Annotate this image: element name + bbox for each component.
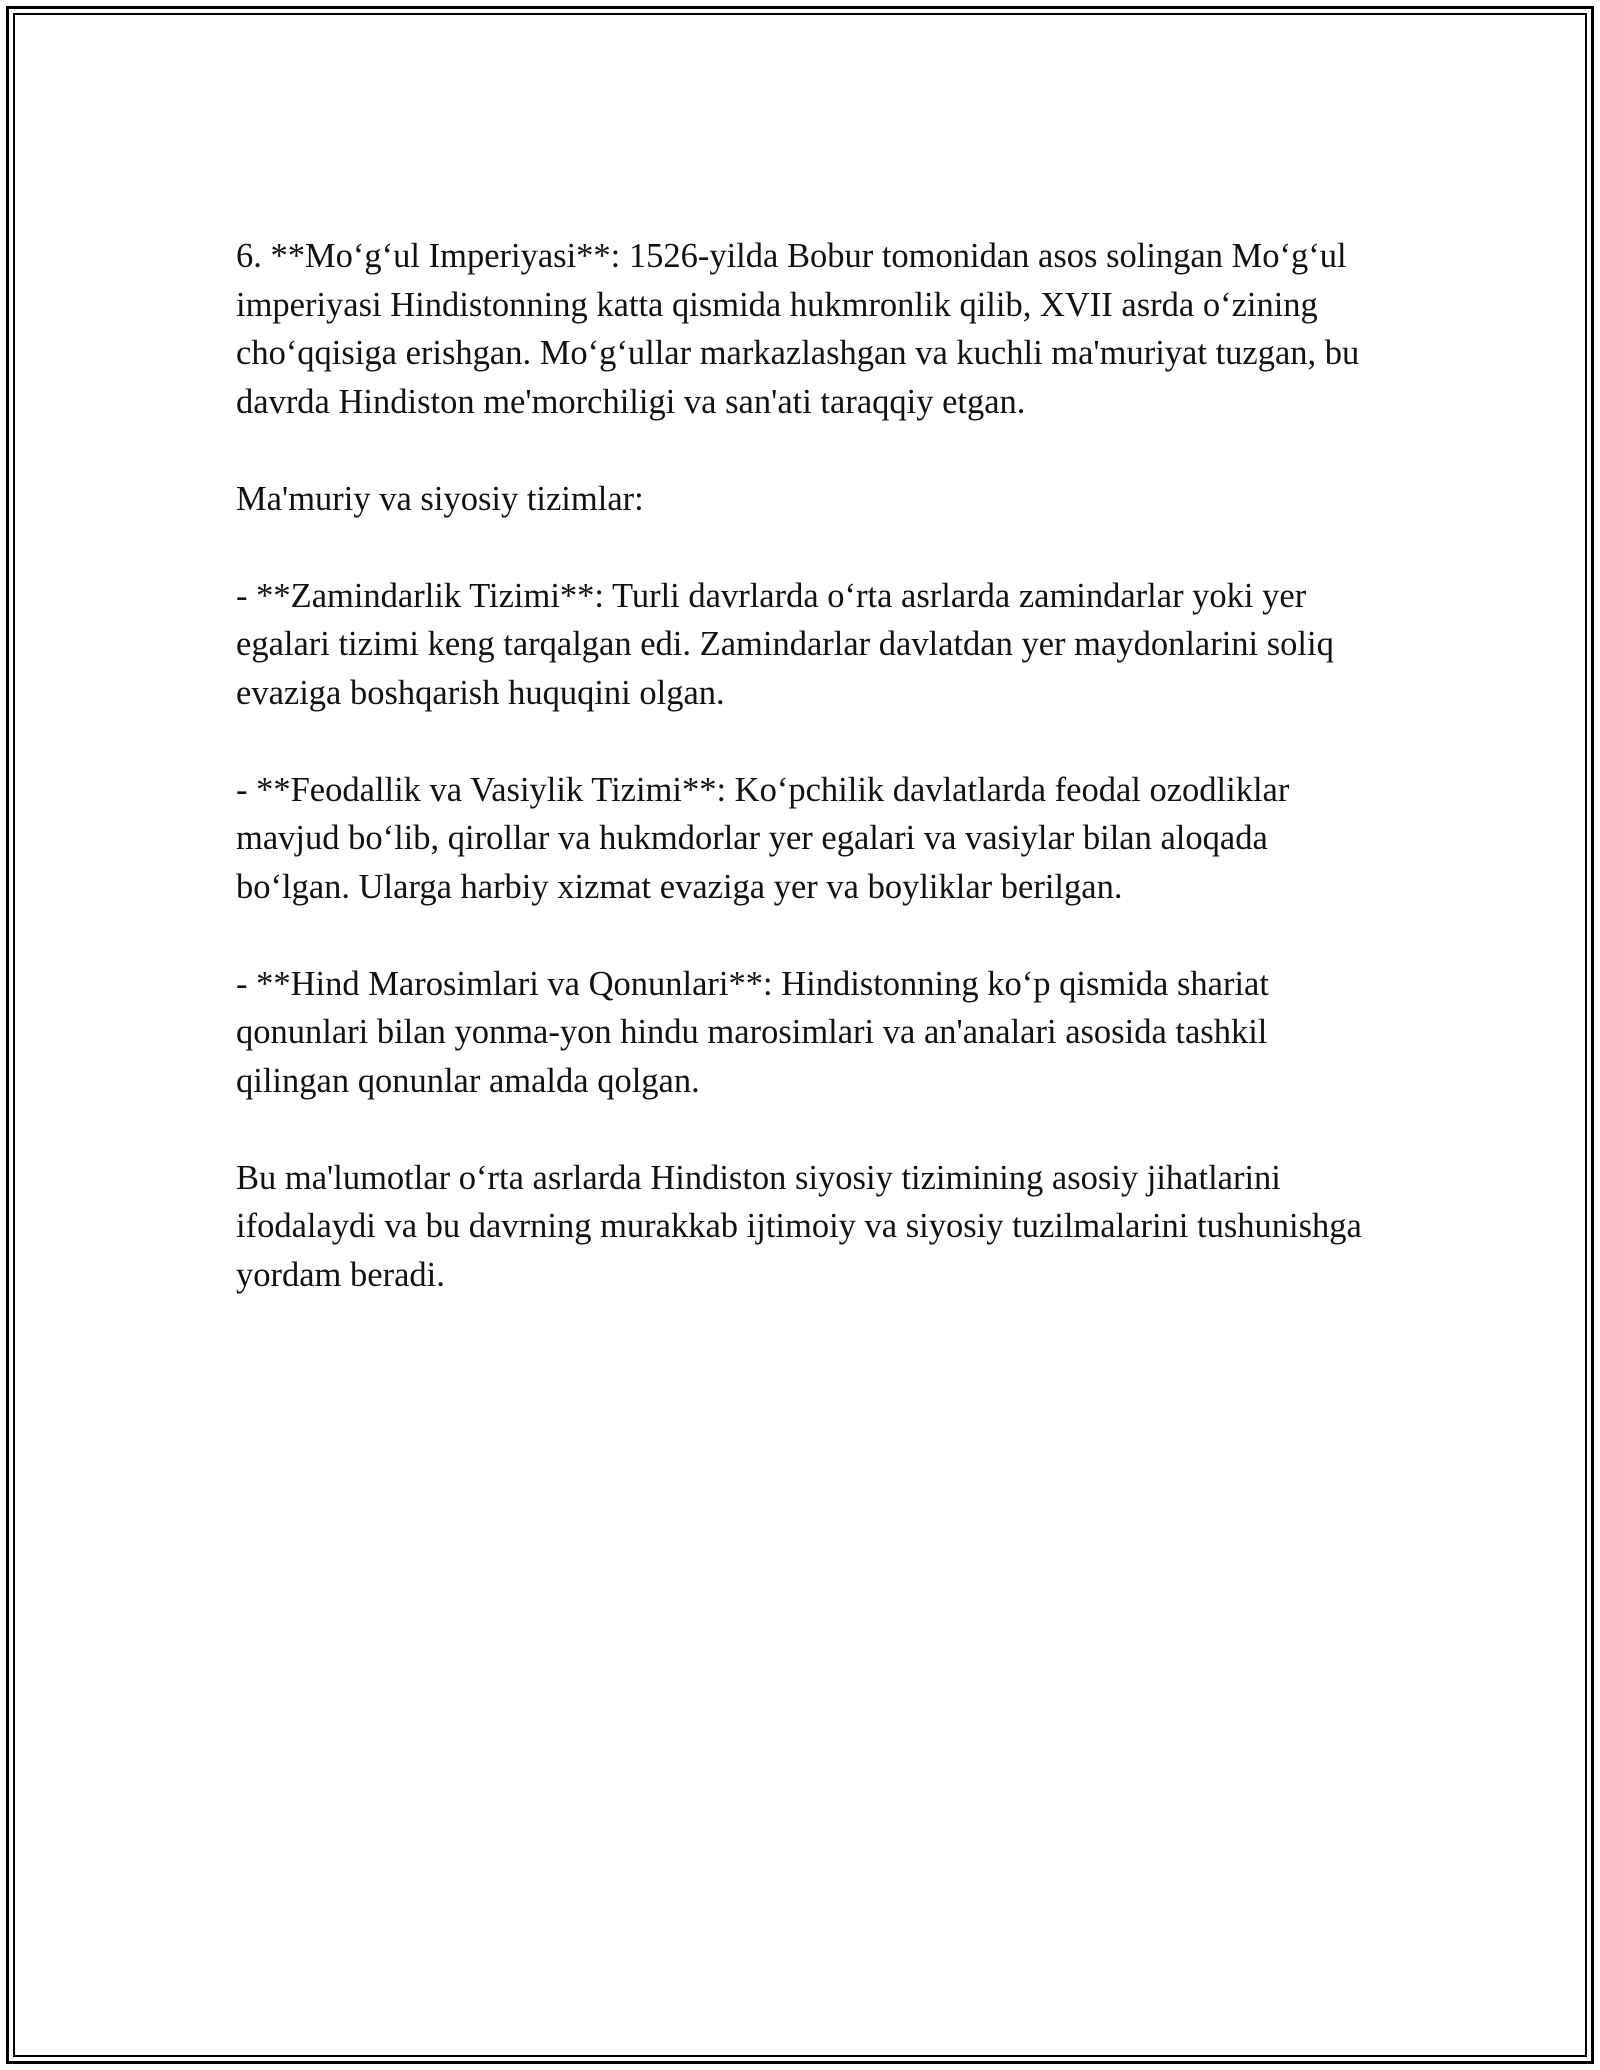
paragraph-mughal-empire: 6. **Mo‘g‘ul Imperiyasi**: 1526-yilda Bobur tomonidan asos solingan Mo‘g‘ul imperiyasi Hindistonning katta qismida hukmronlik qilib, XVII asrda o‘zining cho‘qqisiga erishgan. Mo‘g‘ullar markazlashgan va kuchli ma'muriyat tuzgan, bu davrda Hindiston me'morchiligi va san'ati taraqqiy etgan. [236, 237, 1360, 421]
paragraph-zamindari-system: - **Zamindarlik Tizimi**: Turli davrlarda o‘rta asrlarda zamindarlar yoki yer egalari tizimi keng tarqalgan edi. Zamindarlar davlatdan yer maydonlarini soliq evaziga boshqarish huquqini olgan. [236, 576, 1334, 712]
paragraph-feudal-system: - **Feodallik va Vasiylik Tizimi**: Ko‘pchilik davlatlarda feodal ozodliklar mavjud bo‘lib, qirollar va hukmdorlar yer egalari va vasiylar bilan aloqada bo‘lgan. Ularga harbiy xizmat evaziga yer va boyliklar berilgan. [236, 770, 1290, 906]
document-body [236, 232, 1376, 1299]
paragraph-conclusion: Bu ma'lumotlar o‘rta asrlarda Hindiston siyosiy tizimining asosiy jihatlarini ifodalaydi va bu davrning murakkab ijtimoiy va siyosiy tuzilmalarini tushunishga yordam beradi. [236, 1158, 1362, 1294]
paragraph-admin-systems-heading: Ma'muriy va siyosiy tizimlar: [236, 479, 644, 518]
paragraph-hindu-laws: - **Hind Marosimlari va Qonunlari**: Hindistonning ko‘p qismida shariat qonunlari bilan yonma-yon hindu marosimlari va an'analari asosida tashkil qilingan qonunlar amalda qolgan. [236, 964, 1269, 1100]
